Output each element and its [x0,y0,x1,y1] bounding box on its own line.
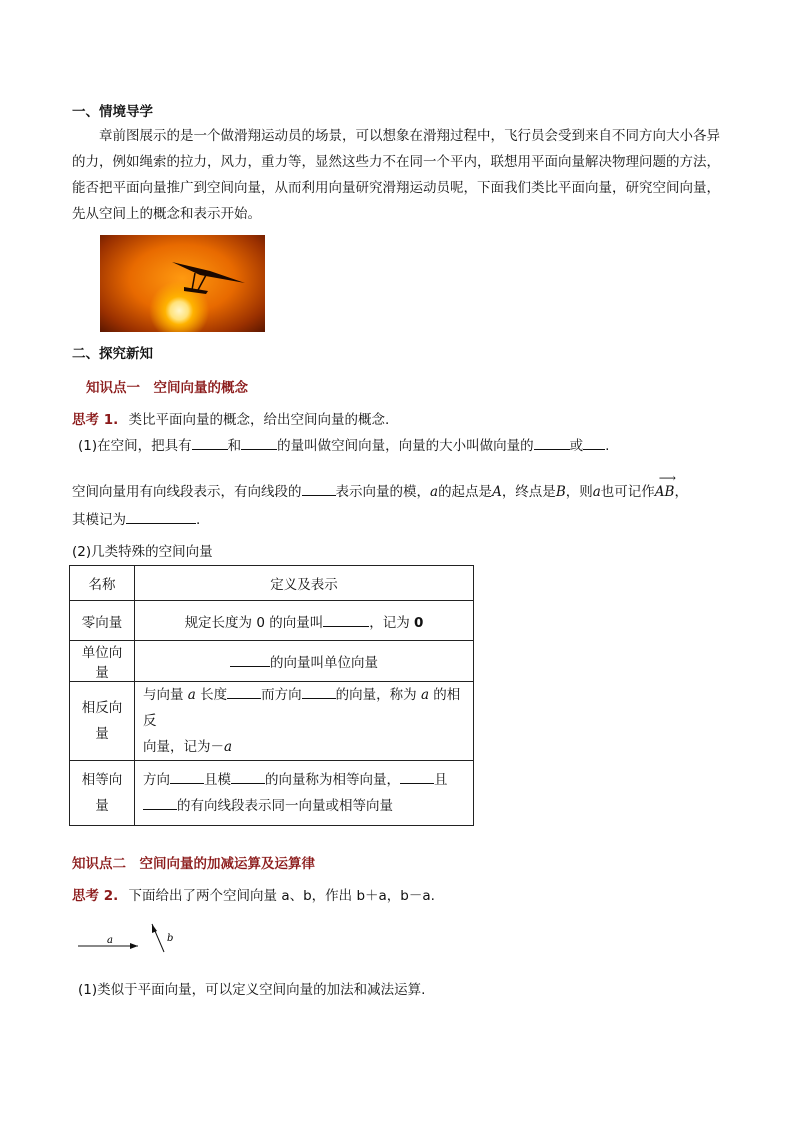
text: 空间向量用有向线段表示，有向线段的 [72,484,302,500]
concept-question-line-3 [72,508,200,528]
vector-a-label: a [107,935,113,946]
vector-a: a [420,687,430,703]
text: 的量叫做空间向量，向量的大小叫做向量的 [277,438,534,454]
think-1-text: 类比平面向量的概念，给出空间向量的概念. [128,412,390,428]
row-name: 相反向量 [70,682,135,761]
vector-b-label: b [167,933,174,944]
text: 表示向量的模， [335,484,430,500]
vector-a-arrowhead [130,943,138,949]
text: 方向 [143,772,170,788]
text: ，则 [565,484,593,500]
answer-blank[interactable] [323,612,369,627]
text: 也可记作 [600,484,655,500]
row-name: 零向量 [70,601,135,641]
vector-arrow-icon: ⟶ [658,471,676,485]
text: 的有向线段表示同一向量或相等向量 [177,798,393,814]
text: 或 [569,438,584,454]
text: 的向量叫单位向量 [270,655,378,671]
row-name: 相等向量 [70,761,135,826]
row-definition [135,601,474,641]
text: 的起点是 [438,484,493,500]
vector-AB-label: AB [654,484,675,500]
answer-blank[interactable] [302,481,336,496]
knowledge-point-2-title: 知识点二 空间向量的加减运算及运算律 [72,856,315,872]
text: 和 [227,438,242,454]
text: . [196,512,201,528]
vector-AB [654,471,676,500]
special-vectors-title: (2)几类特殊的空间向量 [72,544,213,560]
text: ， [674,484,688,500]
answer-blank[interactable] [230,652,270,667]
think-2-label: 思考 2. [72,888,119,904]
knowledge-point-1-title: 知识点一 空间向量的概念 [86,380,248,396]
row-definition [135,641,474,682]
text: 而方向 [261,687,302,703]
row-definition [135,761,474,826]
point-A: A [492,484,502,500]
think-2-text: 下面给出了两个空间向量 a、b，作出 b＋a，b－a. [128,888,435,904]
text: 其模记为 [72,512,126,528]
text: ，终点是 [501,484,556,500]
vector-a: a [187,687,196,703]
text: 且模 [204,772,231,788]
text: 的向量，称为 [335,687,421,703]
section-heading-1: 一、情境导学 [72,104,153,120]
addition-subtraction-note: (1)类似于平面向量，可以定义空间向量的加法和减法运算. [78,982,426,998]
vector-a: a [430,484,439,500]
concept-question-line-2 [72,471,688,500]
text: 且 [434,772,448,788]
answer-blank[interactable] [241,435,277,450]
text: 向量，记为－ [143,739,224,755]
answer-blank[interactable] [143,795,177,810]
think-1-label: 思考 1. [72,412,119,428]
text: 规定长度为 0 的向量叫 [184,614,324,631]
table-row [70,641,474,682]
header-definition: 定义及表示 [135,566,474,601]
answer-blank[interactable] [400,769,434,784]
header-name: 名称 [70,566,135,601]
think-2 [72,884,435,904]
vectors-diagram [72,912,192,962]
answer-blank[interactable] [227,684,261,699]
hang-glider-sunset-image [100,235,265,332]
text: ，记为 [369,614,415,631]
answer-blank[interactable] [302,684,336,699]
answer-blank[interactable] [534,435,570,450]
concept-question-line-1 [78,434,609,454]
vector-b-arrowhead [152,924,157,933]
text: (1)在空间，把具有 [78,438,192,454]
table-row [70,601,474,641]
text: 与向量 [143,687,188,703]
table-row [70,682,474,761]
table-header-row [70,566,474,601]
answer-blank[interactable] [231,769,265,784]
text: . [605,438,610,454]
vector-a: a [592,484,601,500]
special-vectors-table [69,565,474,826]
text: 的相反 [143,687,461,729]
think-1 [72,408,389,428]
hang-glider-icon [100,235,265,332]
section-heading-2: 二、探究新知 [72,346,153,362]
answer-blank[interactable] [170,769,204,784]
text: 的向量称为相等向量， [265,772,400,788]
answer-blank[interactable] [126,509,196,524]
zero-vector-symbol: 0 [414,614,424,631]
vector-a: a [224,739,233,755]
row-name: 单位向量 [70,641,135,682]
answer-blank[interactable] [192,435,228,450]
text: 长度 [195,687,228,703]
row-definition [135,682,474,761]
point-B: B [555,484,566,500]
answer-blank[interactable] [583,435,605,450]
intro-paragraph: 章前图展示的是一个做滑翔运动员的场景，可以想象在滑翔过程中，飞行员会受到来自不同方向大小各异的力，例如绳索的拉力，风力，重力等，显然这些力不在同一个平内，联想用平面向量解决物理问题的方法，能否把平面向量推广到空间向量，从而利用向量研究滑翔运动员呢，下面我们类比平面向量，研究空间向量，先从空间上的概念和表示开始。 [72,128,720,222]
table-row [70,761,474,826]
